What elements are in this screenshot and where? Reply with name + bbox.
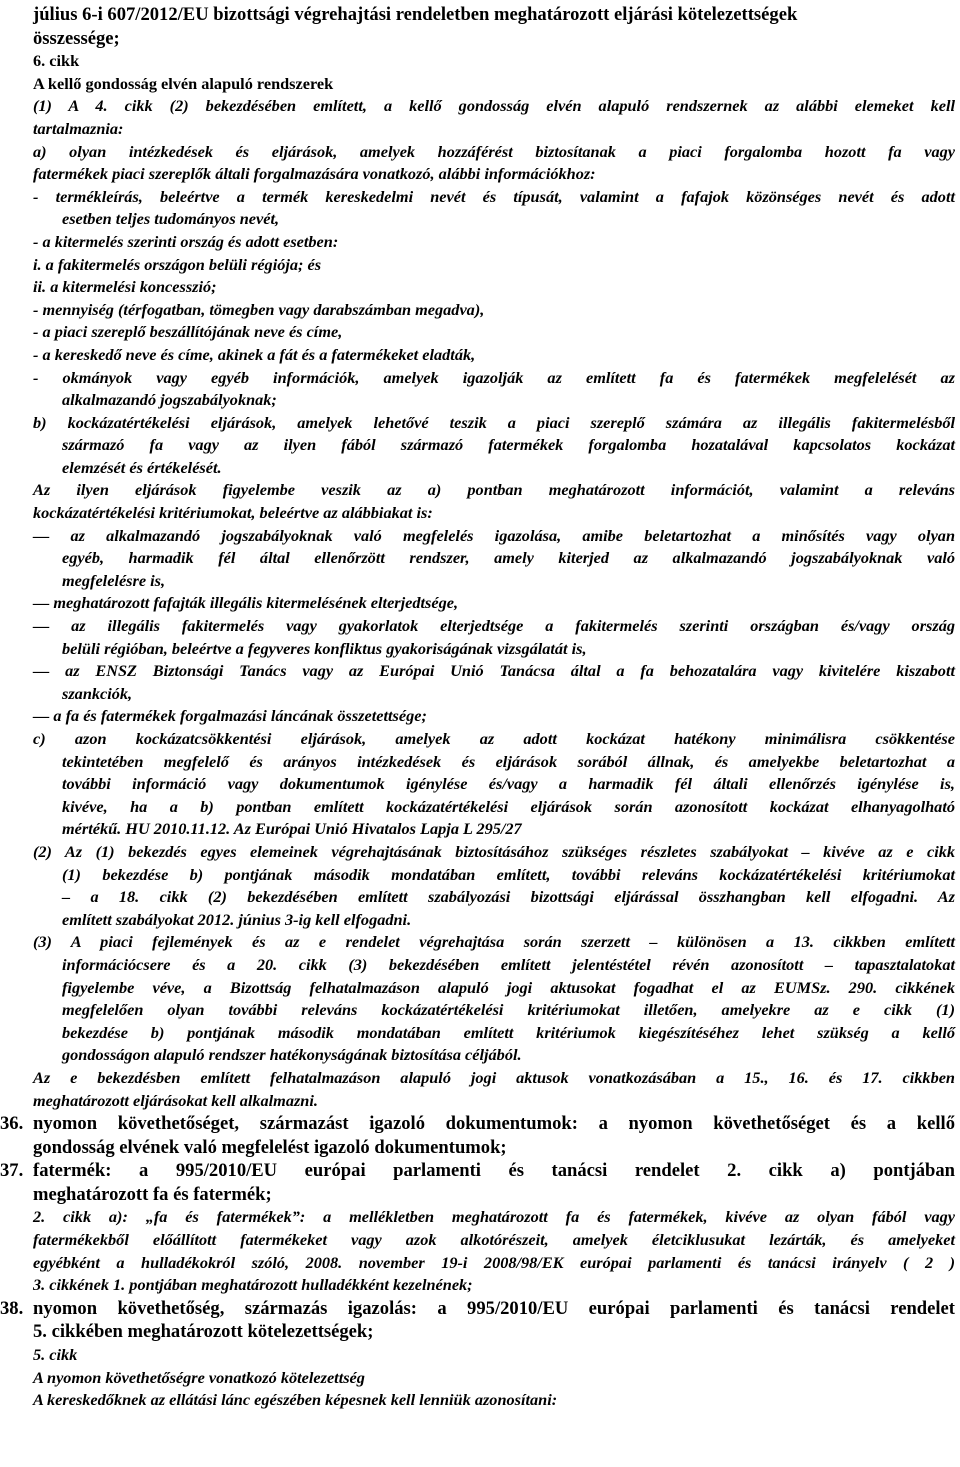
text-line: c) azon kockázatcsökkentési eljárások, amelyek az adott kockázat hatékony minimálisra csökkentése <box>33 729 955 748</box>
text-line: A kellő gondosság elvén alapuló rendszerek <box>33 73 334 93</box>
list-item-line <box>0 1159 955 1183</box>
list-item-line <box>0 1297 955 1321</box>
text-line: Az e bekezdésben említett felhatalmazáson alapuló jogi aktusok vonatkozásában a 15., 16. és 17. cikkben <box>33 1067 955 1087</box>
text-line: egyéb, harmadik fél által ellenőrzött rendszer, amely kiterjed az alkalmazandó jogszabályoknak való <box>62 548 955 568</box>
text-line: szankciók, <box>62 683 133 703</box>
text-line: fatermékek piaci szereplők általi forgalmazására vonatkozó, alábbi információkhoz: <box>33 164 596 184</box>
item-number: 38. <box>0 1297 24 1319</box>
text-line: (2) Az (1) bekezdés egyes elemeinek végrehajtásának biztosításához szükséges részletes szabályokat – kivéve az e cikk <box>33 841 955 861</box>
text-line: származó fa vagy az ilyen fából származó fatermékek forgalomba hozatalával kapcsolatos kockázat <box>62 435 955 455</box>
item-text: fatermék: a 995/2010/EU európai parlamenti és tanácsi rendelet 2. cikk a) pontjában <box>33 1160 955 1182</box>
text-line: - a kereskedő neve és címe, akinek a fát és a fatermékeket eladták, <box>33 344 476 364</box>
item-number: 36. <box>0 1113 24 1135</box>
text-line: ii. a kitermelési koncesszió; <box>33 277 217 297</box>
text-line: - a kitermelés szerinti ország és adott esetben: <box>33 231 339 251</box>
text-line: (1) bekezdése b) pontjának második mondatában említett, további releváns kockázatértékelési kritériumokat <box>62 864 955 884</box>
text-line: b) kockázatértékelési eljárások, amelyek lehetővé teszik a piaci szereplő számára az illegális fakitermelésből <box>33 412 955 432</box>
text-line: — meghatározott fafajták illegális kitermelésének elterjedtsége, <box>33 593 459 613</box>
text-line: megfelelően olyan további releváns kockázatértékelési kritériumokat illetően, amelyekre az e cikk (1) <box>62 1000 955 1020</box>
item-number: 37. <box>0 1160 24 1182</box>
text-line: — az alkalmazandó jogszabályoknak való megfelelés igazolása, amibe beletartozhat a minősítés vagy olyan <box>33 525 955 545</box>
text-line: mértékű. HU 2010.11.12. Az Európai Unió Hivatalos Lapja L 295/27 <box>62 819 522 839</box>
list-item-line: 2. cikk a): „fa és fatermékek”: a mellékletben meghatározott fa és fatermékek, kivéve az olyan fából vagy <box>33 1207 955 1227</box>
text-line: - okmányok vagy egyéb információk, amelyek igazolják az említett fa és fatermékek megfelelését az <box>33 367 955 387</box>
text-line: további információ vagy dokumentumok igénylése és/vagy a harmadik fél általi ellenőrzés igénylése is, <box>62 774 955 794</box>
item-text: nyomon követhetőséget, származást igazoló dokumentumok: a nyomon követhetőséget és a kellő <box>33 1113 955 1135</box>
list-item-line: 5. cikkében meghatározott kötelezettségek; <box>33 1321 374 1343</box>
text-line: - termékleírás, beleértve a termék kereskedelmi nevét és típusát, valamint a fafajok közönséges nevét és adott <box>33 186 955 206</box>
text-line: július 6-i 607/2012/EU bizottsági végrehajtási rendeletben meghatározott eljárási kötelezettségek <box>33 4 798 25</box>
list-item-line: 3. cikkének 1. pontjában meghatározott hulladékként kezelnének; <box>33 1275 473 1295</box>
text-line: — a fa és fatermékek forgalmazási láncának összetettsége; <box>33 706 427 726</box>
text-line: bekezdése b) pontjának második mondatában említett kritériumok kiegészítéséhez lehet szükség a kellő <box>62 1022 955 1042</box>
text-line: kivéve, ha a b) pontban említett kockázatértékelési eljárások során azonosított kockázat elhanyagolható <box>62 796 955 816</box>
text-line: – a 18. cikk (2) bekezdésében említett szabályozási bizottsági eljárással összhangban kell elfogadni. Az <box>62 887 955 907</box>
text-line: (3) A piaci fejlemények és az e rendelet végrehajtása során szerzett – különösen a 13. cikkben említett <box>33 932 955 952</box>
list-item-line: egyébként a hulladékokról szóló, 2008. november 19-i 2008/98/EK európai parlamenti és tanácsi irányelv ( 2 ) <box>33 1252 955 1272</box>
list-item-line: A nyomon követhetőségre vonatkozó kötelezettség <box>33 1367 365 1387</box>
list-item-line <box>0 1112 955 1136</box>
list-item-line: fatermékekből előállított fatermékeket vagy azok alkotórészeit, amelyek életciklusukat lezárták, és amelyeket <box>33 1230 955 1250</box>
document-body <box>33 3 955 1112</box>
item-text: nyomon követhetőség, származás igazolás: a 995/2010/EU európai parlamenti és tanácsi rendelet <box>33 1297 955 1319</box>
text-line: gondosságon alapuló rendszer hatékonyságának biztosítása céljából. <box>62 1045 522 1065</box>
text-line: megfelelésre is, <box>62 570 166 590</box>
text-line: figyelembe véve, a Bizottság felhatalmazáson alapuló jogi aktusokat fogadhat el az EUMSz. 290. cikkének <box>62 977 955 997</box>
text-line: esetben teljes tudományos nevét, <box>62 209 280 229</box>
text-line: tekintetében megfelelő és arányos intézkedések és eljárások sorából állnak, és amelyekbe beletartozhat a <box>62 751 955 771</box>
text-line: - mennyiség (térfogatban, tömegben vagy darabszámban megadva), <box>33 299 485 319</box>
text-line: említett szabályokat 2012. június 3-ig kell elfogadni. <box>62 909 412 929</box>
text-line: Az ilyen eljárások figyelembe veszik az a) pontban meghatározott információt, valamint a releváns <box>33 480 955 500</box>
text-line: kockázatértékelési kritériumokat, beleértve az alábbiakat is: <box>33 503 433 523</box>
text-line: — az ENSZ Biztonsági Tanács vagy az Európai Unió Tanácsa által a fa behozatalára vagy kivitelére kiszabott <box>33 661 955 681</box>
list-item-line: gondosság elvének való megfelelést igazoló dokumentumok; <box>33 1136 507 1158</box>
text-line: i. a fakitermelés országon belüli régiója; és <box>33 254 322 274</box>
text-line: belüli régióban, beleértve a fegyveres konfliktus gyakoriságának vizsgálatát is, <box>62 638 587 658</box>
text-line: 6. cikk <box>33 51 80 71</box>
text-line: információcsere és a 20. cikk (3) bekezdésében említett jelentéstétel révén azonosított – tapasztalatokat <box>62 954 955 974</box>
text-line: — az illegális fakitermelés vagy gyakorlatok elterjedtsége a fakitermelés szerinti országban és/vagy ország <box>33 616 955 636</box>
text-line: meghatározott eljárásokat kell alkalmazni. <box>33 1090 318 1110</box>
text-line: tartalmaznia: <box>33 118 124 138</box>
text-line: (1) A 4. cikk (2) bekezdésében említett, a kellő gondosság elvén alapuló rendszernek az alábbi elemeket kell <box>33 96 955 116</box>
list-item-line: meghatározott fa és fatermék; <box>33 1183 272 1205</box>
text-line: összessége; <box>33 27 120 49</box>
list-item-line: A kereskedőknek az ellátási lánc egészében képesnek kell lenniük azonosítani: <box>33 1390 558 1410</box>
text-line: alkalmazandó jogszabályoknak; <box>62 390 277 410</box>
text-line: - a piaci szereplő beszállítójának neve és címe, <box>33 322 343 342</box>
text-line: a) olyan intézkedések és eljárások, amelyek hozzáférést biztosítanak a piaci forgalomba hozott fa vagy <box>33 141 955 161</box>
list-item-line: 5. cikk <box>33 1345 78 1365</box>
text-line: elemzését és értékelését. <box>62 457 222 477</box>
numbered-definitions <box>0 1112 955 1412</box>
